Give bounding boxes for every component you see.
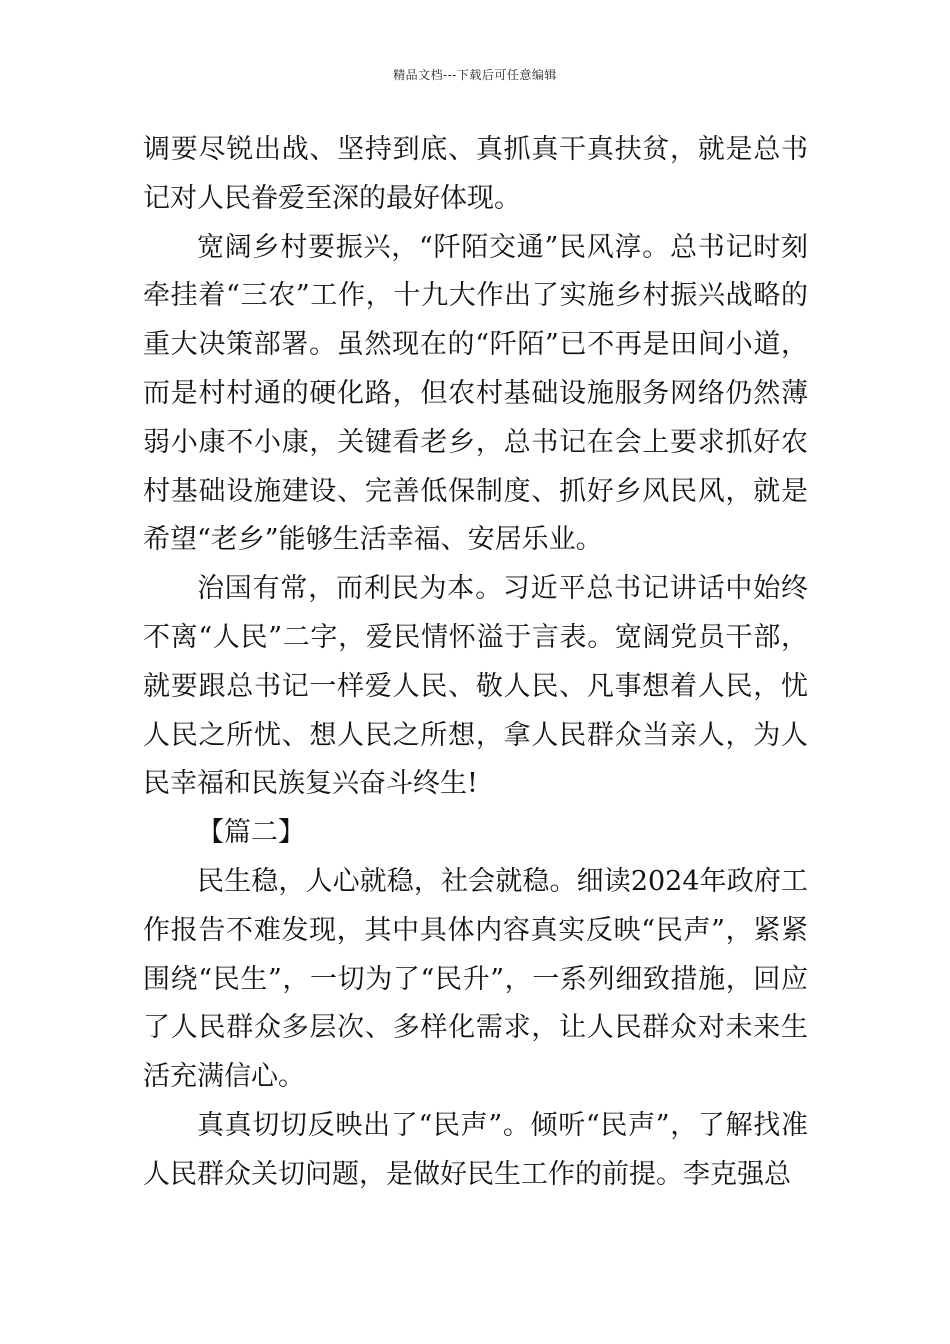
document-body <box>143 126 808 1200</box>
page-header: 精品文档---下载后可任意编辑 <box>393 68 557 82</box>
section-heading: 【篇二】 <box>197 817 305 849</box>
paragraph-3: 治国有常，而利民为本。习近平总书记讲话中始终不离“人民”二字，爱民情怀溢于言表。宽阔党员干部，就要跟总书记一样爱人民、敬人民、凡事想着人民，忧人民之所忧、想人民之所想，拿人民群众当亲人，为人民幸福和民族复兴奋斗终生! <box>143 573 808 800</box>
paragraph-1: 调要尽锐出战、坚持到底、真抓真干真扶贫，就是总书记对人民眷爱至深的最好体现。 <box>143 134 808 214</box>
paragraph-5: 真真切切反映出了“民声”。倾听“民声”，了解找准人民群众关切问题，是做好民生工作的前提。李克强总 <box>143 1109 808 1190</box>
paragraph-2: 宽阔乡村要振兴，“阡陌交通”民风淳。总书记时刻牵挂着“三农”工作，十九大作出了实施乡村振兴战略的重大决策部署。虽然现在的“阡陌”已不再是田间小道，而是村村通的硬化路，但农村基础设施服务网络仍然薄弱小康不小康，关键看老乡，总书记在会上要求抓好农村基础设施建设、完善低保制度、抓好乡风民风，就是希望“老乡”能够生活幸福、安居乐业。 <box>143 231 808 556</box>
paragraph-4: 民生稳，人心就稳，社会就稳。细读2024年政府工作报告不难发现，其中具体内容真实反映“民声”，紧紧围绕“民生”，一切为了“民升”，一系列细致措施，回应了人民群众多层次、多样化需求，让人民群众对未来生活充满信心。 <box>143 865 808 1093</box>
